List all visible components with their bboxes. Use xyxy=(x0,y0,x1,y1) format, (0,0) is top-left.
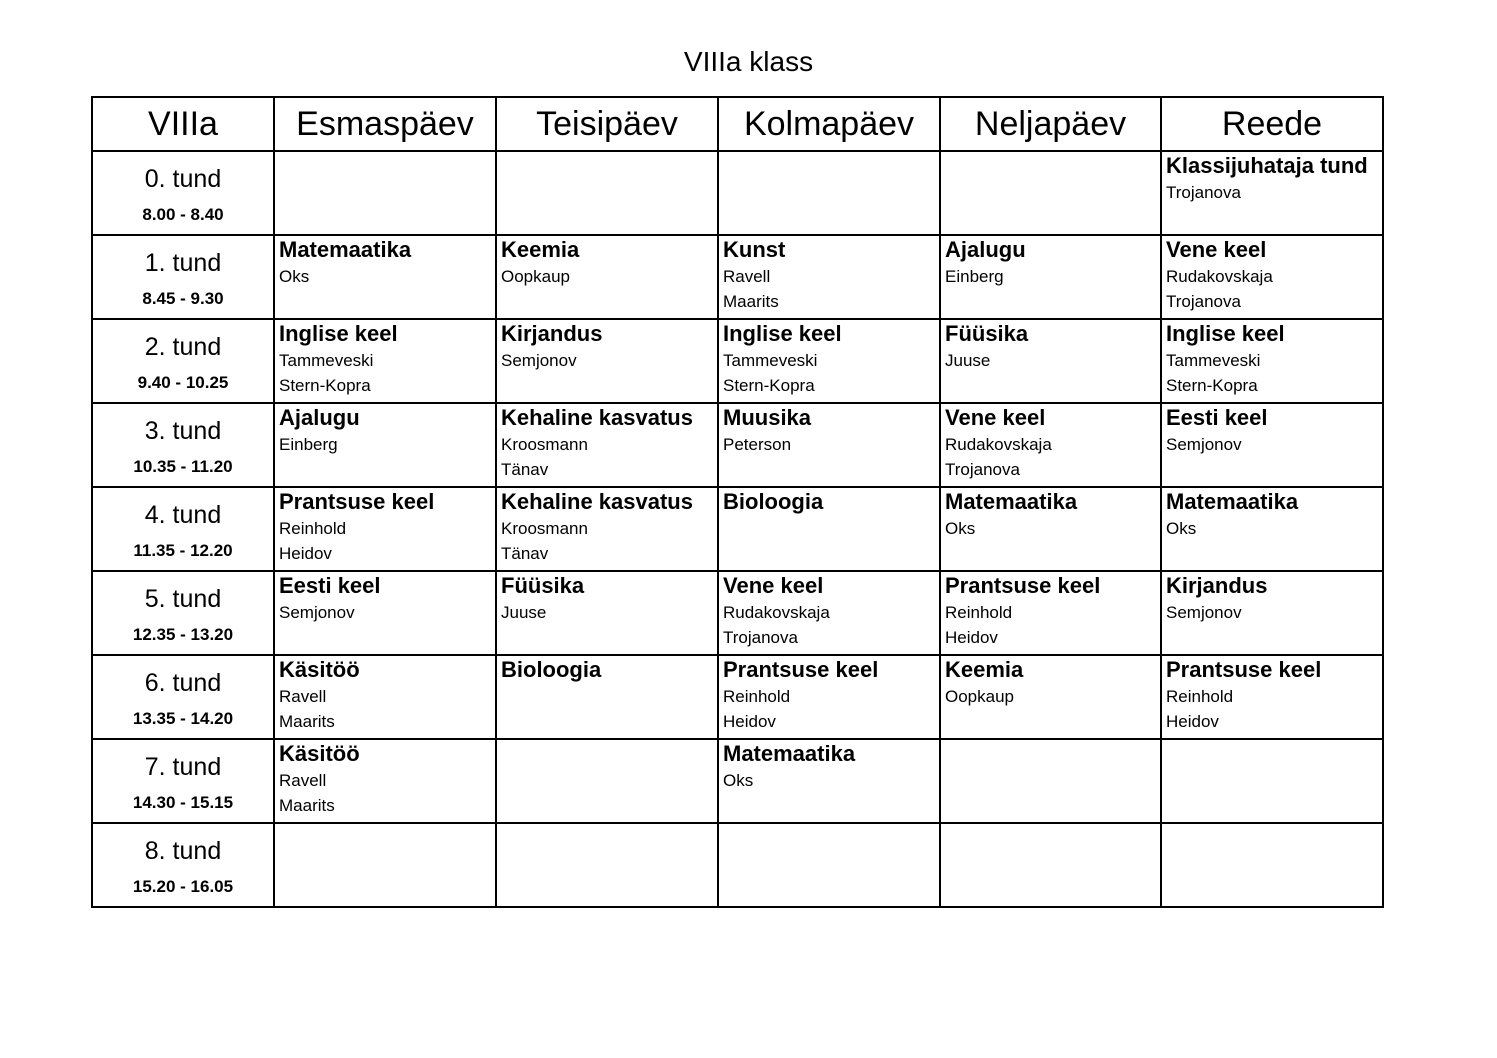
subject-name: Vene keel xyxy=(1166,237,1267,262)
teacher-name: Rudakovskaja xyxy=(723,603,830,622)
schedule-cell xyxy=(1161,319,1383,403)
teacher-name: Maarits xyxy=(279,796,335,815)
lesson-row xyxy=(92,319,1383,403)
subject-name: Muusika xyxy=(723,405,812,430)
schedule-cell xyxy=(940,151,1161,235)
schedule-cell xyxy=(496,823,718,907)
lesson-time: 12.35 - 13.20 xyxy=(132,625,234,644)
subject-name: Ajalugu xyxy=(279,405,360,430)
lesson-row xyxy=(92,235,1383,319)
teacher-name: Kroosmann xyxy=(501,519,588,538)
schedule-cell xyxy=(274,655,496,739)
subject-name: Inglise keel xyxy=(279,321,398,346)
class-header: VIIIa xyxy=(92,97,274,151)
teacher-name: Stern-Kopra xyxy=(279,376,371,395)
subject-name: Bioloogia xyxy=(501,657,602,682)
schedule-cell xyxy=(496,235,718,319)
teacher-name: Kroosmann xyxy=(501,435,588,454)
day-header-friday: Reede xyxy=(1161,97,1383,151)
schedule-cell xyxy=(496,739,718,823)
schedule-cell xyxy=(718,235,940,319)
subject-name: Inglise keel xyxy=(723,321,842,346)
teacher-name: Einberg xyxy=(945,267,1004,286)
schedule-cell xyxy=(274,487,496,571)
teacher-name: Heidov xyxy=(945,628,998,647)
teacher-name: Einberg xyxy=(279,435,338,454)
schedule-cell xyxy=(718,403,940,487)
lesson-row xyxy=(92,739,1383,823)
schedule-cell xyxy=(718,571,940,655)
subject-name: Füüsika xyxy=(945,321,1029,346)
lesson-number: 6. tund xyxy=(144,669,222,697)
subject-name: Keemia xyxy=(501,237,580,262)
schedule-cell xyxy=(1161,739,1383,823)
lesson-number: 5. tund xyxy=(144,585,222,613)
subject-name: Prantsuse keel xyxy=(723,657,879,682)
schedule-cell xyxy=(718,823,940,907)
lesson-time: 8.45 - 9.30 xyxy=(142,289,224,308)
schedule-cell xyxy=(940,403,1161,487)
subject-name: Eesti keel xyxy=(279,573,381,598)
teacher-name: Semjonov xyxy=(279,603,355,622)
schedule-cell xyxy=(496,151,718,235)
schedule-cell xyxy=(274,823,496,907)
schedule-cell xyxy=(1161,823,1383,907)
subject-name: Vene keel xyxy=(945,405,1046,430)
teacher-name: Reinhold xyxy=(1166,687,1234,706)
lesson-time: 10.35 - 11.20 xyxy=(133,457,233,476)
teacher-name: Rudakovskaja xyxy=(945,435,1052,454)
lesson-row xyxy=(92,151,1383,235)
subject-name: Ajalugu xyxy=(945,237,1026,262)
schedule-cell xyxy=(1161,571,1383,655)
subject-name: Kehaline kasvatus xyxy=(501,405,693,430)
header-row xyxy=(92,97,1383,151)
teacher-name: Semjonov xyxy=(1166,603,1242,622)
teacher-name: Tammeveski xyxy=(1166,351,1261,370)
subject-name: Keemia xyxy=(945,657,1024,682)
schedule-cell xyxy=(718,739,940,823)
subject-name: Prantsuse keel xyxy=(945,573,1101,598)
day-header-thursday: Neljapäev xyxy=(940,97,1161,151)
teacher-name: Tammeveski xyxy=(279,351,374,370)
subject-name: Vene keel xyxy=(723,573,824,598)
teacher-name: Trojanova xyxy=(723,628,798,647)
teacher-name: Ravell xyxy=(279,687,327,706)
teacher-name: Reinhold xyxy=(723,687,791,706)
schedule-cell xyxy=(1161,655,1383,739)
schedule-cell xyxy=(940,739,1161,823)
subject-name: Matemaatika xyxy=(279,237,412,262)
day-header-wednesday: Kolmapäev xyxy=(718,97,940,151)
lesson-row xyxy=(92,571,1383,655)
schedule-cell xyxy=(940,235,1161,319)
schedule-cell xyxy=(274,151,496,235)
teacher-name: Tänav xyxy=(501,544,549,563)
teacher-name: Oks xyxy=(1166,519,1197,538)
subject-name: Matemaatika xyxy=(945,489,1078,514)
subject-name: Käsitöö xyxy=(279,741,360,766)
teacher-name: Stern-Kopra xyxy=(1166,376,1258,395)
teacher-name: Heidov xyxy=(723,712,776,731)
schedule-cell xyxy=(274,319,496,403)
lesson-number: 3. tund xyxy=(144,417,222,445)
schedule-cell xyxy=(496,403,718,487)
schedule-cell xyxy=(496,319,718,403)
lesson-time: 8.00 - 8.40 xyxy=(142,205,224,224)
lesson-row xyxy=(92,655,1383,739)
lesson-number: 1. tund xyxy=(144,249,222,277)
teacher-name: Maarits xyxy=(279,712,335,731)
subject-name: Kehaline kasvatus xyxy=(501,489,693,514)
teacher-name: Juuse xyxy=(501,603,547,622)
subject-name: Füüsika xyxy=(501,573,585,598)
teacher-name: Oopkaup xyxy=(501,267,570,286)
schedule-cell xyxy=(718,151,940,235)
schedule-cell xyxy=(1161,151,1383,235)
lesson-time-cell xyxy=(92,571,274,655)
lesson-time: 14.30 - 15.15 xyxy=(132,793,234,812)
teacher-name: Trojanova xyxy=(945,460,1020,479)
lesson-row xyxy=(92,403,1383,487)
teacher-name: Trojanova xyxy=(1166,292,1241,311)
lesson-time-cell xyxy=(92,151,274,235)
subject-name: Prantsuse keel xyxy=(279,489,435,514)
lesson-time-cell xyxy=(92,487,274,571)
lesson-number: 7. tund xyxy=(144,753,222,781)
teacher-name: Tammeveski xyxy=(723,351,818,370)
lesson-time: 11.35 - 12.20 xyxy=(133,541,233,560)
teacher-name: Trojanova xyxy=(1166,183,1241,202)
lesson-time-cell xyxy=(92,403,274,487)
schedule-cell xyxy=(718,319,940,403)
teacher-name: Semjonov xyxy=(1166,435,1242,454)
subject-name: Eesti keel xyxy=(1166,405,1268,430)
lesson-time-cell xyxy=(92,739,274,823)
teacher-name: Rudakovskaja xyxy=(1166,267,1273,286)
subject-name: Matemaatika xyxy=(723,741,856,766)
lesson-number: 0. tund xyxy=(144,165,222,193)
schedule-cell xyxy=(718,487,940,571)
schedule-cell xyxy=(274,403,496,487)
lesson-time: 15.20 - 16.05 xyxy=(132,877,234,896)
lesson-time-cell xyxy=(92,655,274,739)
schedule-cell xyxy=(1161,235,1383,319)
subject-name: Klassijuhataja tund xyxy=(1166,153,1368,178)
subject-name: Prantsuse keel xyxy=(1166,657,1322,682)
subject-name: Kirjandus xyxy=(1166,573,1268,598)
teacher-name: Reinhold xyxy=(945,603,1013,622)
schedule-cell xyxy=(496,487,718,571)
subject-name: Bioloogia xyxy=(723,489,824,514)
subject-name: Inglise keel xyxy=(1166,321,1285,346)
teacher-name: Maarits xyxy=(723,292,779,311)
schedule-cell xyxy=(1161,487,1383,571)
lesson-time: 13.35 - 14.20 xyxy=(132,709,234,728)
teacher-name: Tänav xyxy=(501,460,549,479)
lesson-time: 9.40 - 10.25 xyxy=(137,373,229,392)
timetable xyxy=(91,96,1384,908)
subject-name: Kirjandus xyxy=(501,321,603,346)
schedule-cell xyxy=(940,319,1161,403)
subject-name: Matemaatika xyxy=(1166,489,1299,514)
subject-name: Käsitöö xyxy=(279,657,360,682)
lesson-number: 8. tund xyxy=(144,837,222,865)
lesson-row xyxy=(92,487,1383,571)
schedule-cell xyxy=(496,655,718,739)
teacher-name: Oks xyxy=(723,771,754,790)
schedule-cell xyxy=(274,739,496,823)
lesson-time-cell xyxy=(92,235,274,319)
teacher-name: Peterson xyxy=(723,435,792,454)
schedule-cell xyxy=(274,571,496,655)
lesson-time-cell xyxy=(92,823,274,907)
teacher-name: Oks xyxy=(279,267,310,286)
lesson-number: 2. tund xyxy=(144,333,222,361)
teacher-name: Heidov xyxy=(1166,712,1219,731)
schedule-cell xyxy=(940,487,1161,571)
schedule-cell xyxy=(1161,403,1383,487)
schedule-cell xyxy=(718,655,940,739)
schedule-cell xyxy=(496,571,718,655)
schedule-cell xyxy=(940,571,1161,655)
teacher-name: Juuse xyxy=(945,351,991,370)
day-header-monday: Esmaspäev xyxy=(274,97,496,151)
teacher-name: Semjonov xyxy=(501,351,577,370)
teacher-name: Oopkaup xyxy=(945,687,1014,706)
teacher-name: Heidov xyxy=(279,544,332,563)
teacher-name: Ravell xyxy=(723,267,771,286)
teacher-name: Stern-Kopra xyxy=(723,376,815,395)
teacher-name: Ravell xyxy=(279,771,327,790)
lesson-time-cell xyxy=(92,319,274,403)
teacher-name: Oks xyxy=(945,519,976,538)
schedule-cell xyxy=(274,235,496,319)
day-header-tuesday: Teisipäev xyxy=(496,97,718,151)
subject-name: Kunst xyxy=(723,237,786,262)
teacher-name: Reinhold xyxy=(279,519,347,538)
page-title: VIIIa klass xyxy=(683,46,814,77)
schedule-cell xyxy=(940,655,1161,739)
lesson-row xyxy=(92,823,1383,907)
schedule-cell xyxy=(940,823,1161,907)
lesson-number: 4. tund xyxy=(144,501,222,529)
